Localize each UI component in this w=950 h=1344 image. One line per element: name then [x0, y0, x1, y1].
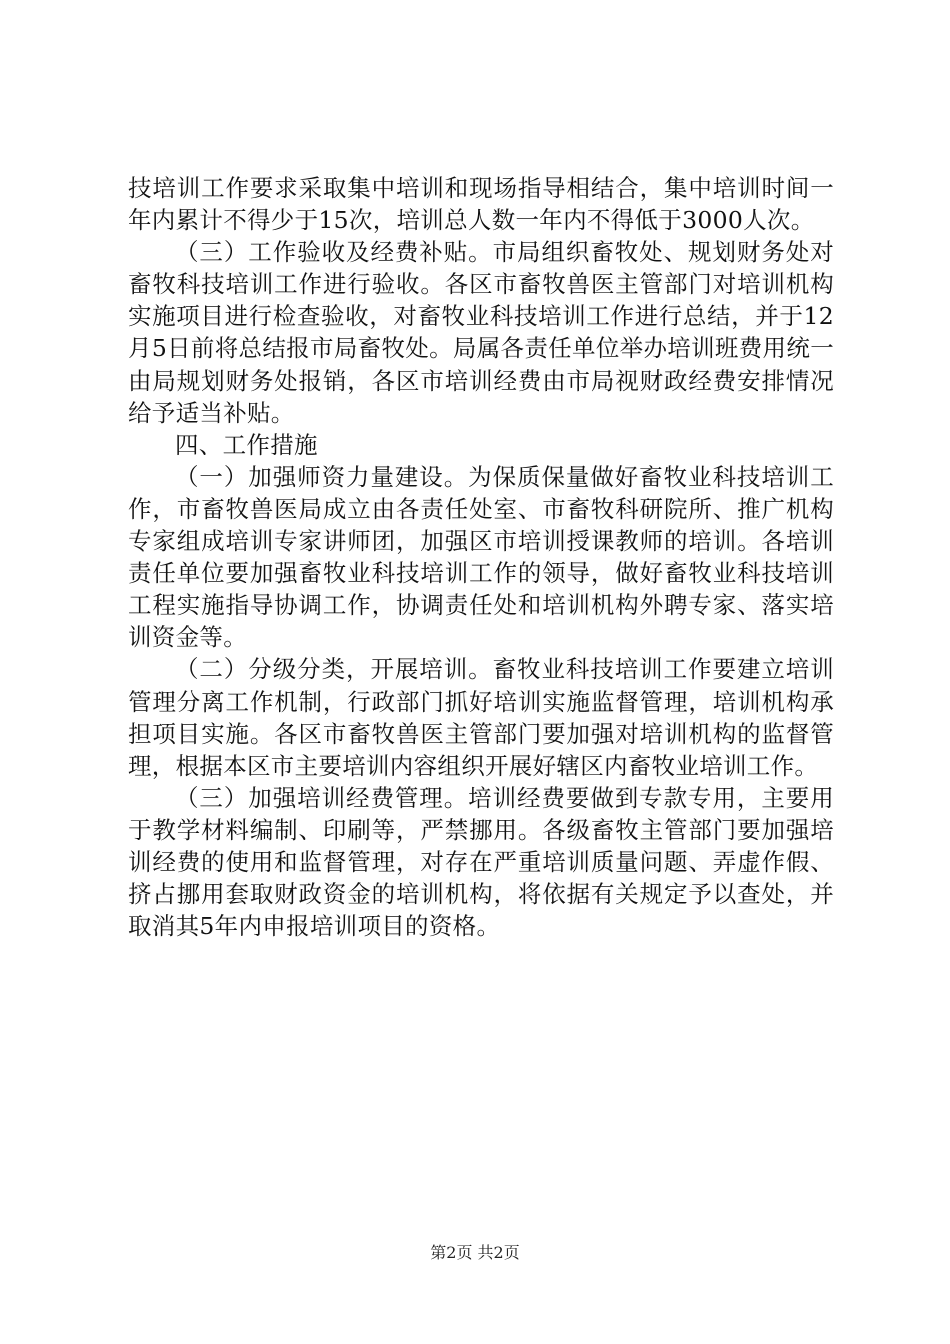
paragraph-teacher-strength: （一）加强师资力量建设。为保质保量做好畜牧业科技培训工作，市畜牧兽医局成立由各责任处室、市畜牧科研院所、推广机构专家组成培训专家讲师团，加强区市培训授课教师的培训。各培训责任单位要加强畜牧业科技培训工作的领导，做好畜牧业科技培训工程实施指导协调工作，协调责任处和培训机构外聘专家、落实培训资金等。 — [128, 462, 834, 652]
document-body — [128, 172, 834, 942]
paragraph-continuation: 技培训工作要求采取集中培训和现场指导相结合，集中培训时间一年内累计不得少于15次，培训总人数一年内不得低于3000人次。 — [128, 174, 834, 235]
paragraph-acceptance-subsidy: （三）工作验收及经费补贴。市局组织畜牧处、规划财务处对畜牧科技培训工作进行验收。各区市畜牧兽医主管部门对培训机构实施项目进行检查验收，对畜牧业科技培训工作进行总结，并于12月5日前将总结报市局畜牧处。局属各责任单位举办培训班费用统一由局规划财务处报销，各区市培训经费由市局视财政经费安排情况给予适当补贴。 — [128, 238, 834, 427]
page-number-footer: 第2页 共2页 — [430, 1243, 520, 1262]
paragraph-graded-training: （二）分级分类，开展培训。畜牧业科技培训工作要建立培训管理分离工作机制，行政部门抓好培训实施监督管理，培训机构承担项目实施。各区市畜牧兽医主管部门要加强对培训机构的监督管理，根据本区市主要培训内容组织开展好辖区内畜牧业培训工作。 — [128, 655, 834, 780]
paragraph-fund-management: （三）加强培训经费管理。培训经费要做到专款专用，主要用于教学材料编制、印刷等，严禁挪用。各级畜牧主管部门要加强培训经费的使用和监督管理，对存在严重培训质量问题、弄虚作假、挤占挪用套取财政资金的培训机构，将依据有关规定予以查处，并取消其5年内申报培训项目的资格。 — [128, 783, 834, 941]
section-heading-measures: 四、工作措施 — [175, 430, 318, 459]
